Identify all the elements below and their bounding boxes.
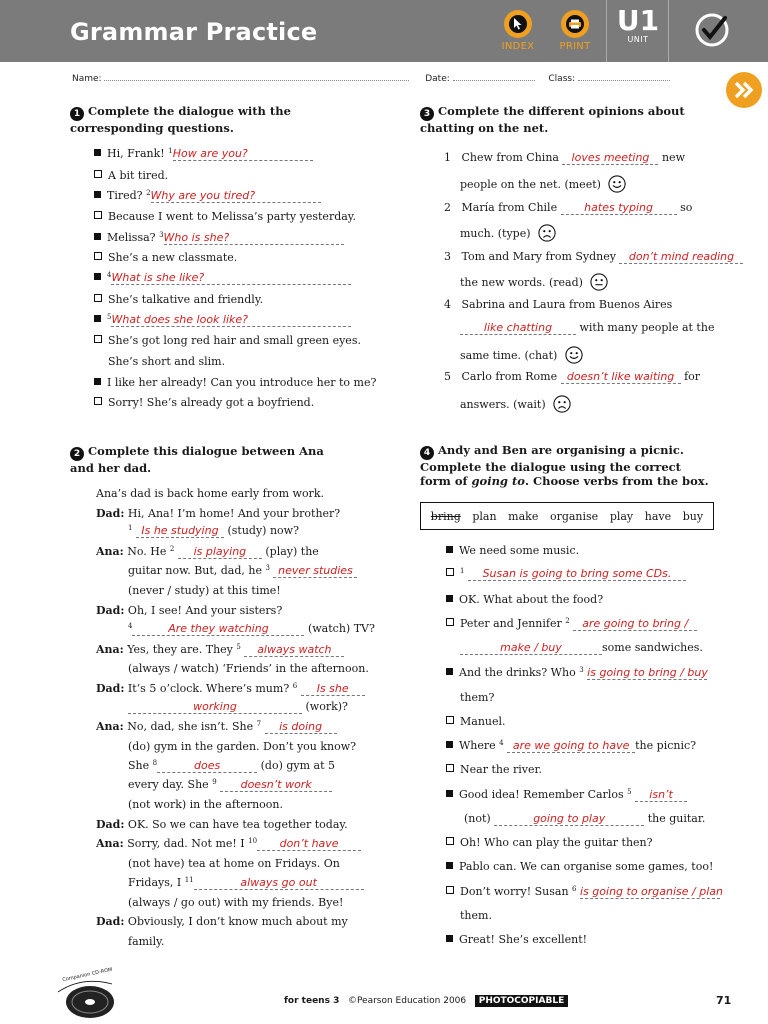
opinion-item: much. (type)	[460, 224, 556, 242]
dialogue-line	[94, 396, 314, 409]
question-number: 5	[107, 313, 112, 321]
bullet-marker	[94, 233, 101, 240]
answer-blank[interactable]: don’t mind reading	[619, 250, 743, 264]
verb-option: make	[508, 509, 539, 523]
dialogue-line: And the drinks? Who $^3$ is going to bring / buy	[446, 666, 707, 680]
question-number: 3	[159, 231, 164, 239]
exercise-number: 4	[420, 446, 434, 460]
answer-blank[interactable]: never studies	[273, 564, 357, 578]
answer-blank[interactable]	[164, 231, 344, 245]
answer-blank[interactable]: going to play	[494, 812, 644, 826]
header-divider	[668, 0, 669, 62]
student-info-form	[72, 72, 670, 84]
verb-option: organise	[549, 509, 599, 523]
opinion-item: 4 Sabrina and Laura from Buenos Aires	[444, 298, 673, 311]
happy-face-icon	[608, 175, 626, 193]
page-number: 71	[716, 994, 732, 1007]
verb-option: play	[609, 509, 634, 523]
unit-badge	[612, 6, 664, 44]
check-answers-button[interactable]	[694, 12, 730, 48]
verb-option: buy	[682, 509, 704, 523]
exercise-4	[420, 443, 750, 488]
bullet-marker	[94, 315, 101, 322]
dialogue-line: make / buy some sandwiches.	[460, 641, 703, 655]
dialogue-line: Dad: OK. So we can have tea together today.	[96, 818, 348, 831]
opinion-item: answers. (wait)	[460, 395, 571, 413]
answer-blank[interactable]: always watch	[244, 643, 344, 657]
bullet-marker	[94, 294, 102, 302]
bullet-marker	[94, 378, 101, 385]
happy-face-icon	[565, 346, 583, 364]
answer-blank[interactable]: Is he studying	[136, 524, 224, 538]
bullet-marker	[94, 273, 101, 280]
dialogue-line: (not) going to play the guitar.	[464, 812, 706, 825]
answer-blank[interactable]	[151, 189, 321, 203]
verb-option: plan	[472, 509, 497, 523]
dialogue-line: (never / study) at this time!	[128, 584, 281, 597]
checkmark-icon	[694, 12, 730, 48]
name-field[interactable]	[104, 72, 409, 81]
dialogue-line: Good idea! Remember Carlos $^5$ isn’t	[446, 788, 687, 802]
dialogue-text: Hi, Frank!	[107, 147, 169, 160]
sad-face-icon	[553, 395, 571, 413]
exercise-1	[70, 104, 400, 135]
answer-blank[interactable]: don’t have	[257, 837, 361, 851]
answer-text: What does she look like?	[111, 313, 249, 326]
index-label: INDEX	[501, 41, 535, 52]
bullet-marker	[94, 191, 101, 198]
bullet-marker	[94, 335, 102, 343]
dialogue-line	[94, 231, 344, 245]
header-bar	[0, 0, 768, 62]
footer-book: for teens 3 ©Pearson Education 2006 PHOTOCOPIABLE	[284, 996, 568, 1006]
answer-blank[interactable]: are going to bring /	[573, 617, 697, 631]
dialogue-line: Dad: Obviously, I don’t know much about my	[96, 915, 348, 928]
dialogue-text: Melissa?	[107, 231, 160, 244]
answer-blank[interactable]: is going to organise / plan	[580, 885, 724, 898]
unit-label: UNIT	[627, 35, 649, 44]
exercise-4-heading: 4 Andy and Ben are organising a picnic. Complete the dialogue using the correct form of going to. Choose verbs from the box.	[420, 443, 709, 488]
dialogue-line	[94, 293, 263, 306]
opinion-item: people on the net. (meet)	[460, 175, 626, 193]
dialogue-text: Because I went to Melissa’s party yesterday.	[108, 210, 357, 223]
dialogue-text: A bit tired.	[108, 169, 169, 182]
cd-rom-label: Companion CD-ROM	[61, 966, 113, 984]
bullet-marker	[94, 170, 102, 178]
opinion-item: like chatting with many people at the	[460, 321, 714, 335]
dialogue-line	[94, 376, 376, 389]
dialogue-line: Fridays, I $^{11}$ always go out	[128, 876, 364, 890]
exercise-2	[70, 444, 400, 475]
dialogue-line: $^1$ Susan is going to bring some CDs.	[446, 567, 686, 581]
bullet-marker	[94, 252, 102, 260]
double-chevron-right-icon	[733, 80, 755, 100]
name-label: Name:	[72, 74, 102, 84]
answer-blank[interactable]: is going to bring / buy	[587, 666, 708, 679]
dialogue-line: (always / watch) ‘Friends’ in the afternoon.	[128, 662, 369, 675]
date-field[interactable]	[453, 72, 535, 81]
verb-box	[420, 502, 714, 530]
printer-icon	[568, 19, 582, 29]
dialogue-line: guitar now. But, dad, he $^3$ never studies	[128, 564, 357, 578]
dialogue-line: Ana: No. He $^2$ is playing (play) the	[96, 545, 319, 558]
dialogue-line	[94, 210, 356, 223]
answer-blank[interactable]: always go out	[194, 876, 364, 890]
dialogue-line: Oh! Who can play the guitar then?	[446, 836, 653, 849]
answer-blank[interactable]: working	[128, 700, 302, 714]
opinion-item: same time. (chat)	[460, 346, 583, 364]
dialogue-line: We need some music.	[446, 544, 579, 557]
dialogue-line: them?	[460, 691, 495, 704]
bullet-marker	[94, 397, 102, 405]
dialogue-line: them.	[460, 909, 492, 922]
answer-text: How are you?	[172, 147, 248, 160]
bullet-marker	[94, 149, 101, 156]
page-title: Grammar Practice	[70, 18, 318, 46]
answer-blank[interactable]: hates typing	[561, 201, 677, 215]
exercise-2-intro: Ana’s dad is back home early from work.	[96, 487, 324, 500]
dialogue-line	[94, 169, 168, 182]
dialogue-line: (not work) in the afternoon.	[128, 798, 284, 811]
answer-blank[interactable]	[111, 271, 351, 285]
dialogue-line: OK. What about the food?	[446, 593, 603, 606]
cd-rom-logo	[52, 966, 118, 1020]
verb-option: have	[644, 509, 672, 523]
answer-blank[interactable]: does	[157, 759, 257, 773]
dialogue-line: family.	[128, 935, 165, 948]
answer-text: Why are you tired?	[150, 189, 256, 202]
dialogue-line: (always / go out) with my friends. Bye!	[128, 896, 344, 909]
sad-face-icon	[538, 224, 556, 242]
dialogue-text: She’s a new classmate.	[108, 251, 238, 264]
class-label: Class:	[548, 74, 576, 84]
dialogue-line: Dad: Hi, Ana! I’m home! And your brother?	[96, 507, 341, 520]
dialogue-line	[94, 251, 237, 264]
dialogue-line	[94, 271, 351, 285]
dialogue-line: $^1$ Is he studying (study) now?	[128, 524, 299, 537]
class-field[interactable]	[578, 72, 670, 81]
exercise-number: 2	[70, 447, 84, 461]
question-number: 1	[168, 147, 173, 155]
dialogue-text: Sorry! She’s already got a boyfriend.	[108, 396, 315, 409]
dialogue-line: (not have) tea at home on Fridays. On	[128, 857, 340, 870]
dialogue-line	[94, 147, 313, 161]
date-label: Date:	[425, 74, 450, 84]
answer-blank[interactable]: loves meeting	[562, 151, 658, 165]
answer-blank[interactable]: doesn’t work	[220, 778, 332, 792]
dialogue-line	[108, 355, 225, 368]
answer-blank[interactable]	[173, 147, 313, 161]
dialogue-line: every day. She $^9$ doesn’t work	[128, 778, 332, 792]
answer-blank[interactable]: is playing	[178, 545, 262, 559]
dialogue-line: Ana: Sorry, dad. Not me! I $^{10}$ don’t have	[96, 837, 361, 851]
dialogue-line: Peter and Jennifer $^2$ are going to bring /	[446, 617, 697, 631]
opinion-item: the new words. (read)	[460, 273, 608, 291]
opinion-item: 2 María from Chile hates typing so	[444, 201, 693, 214]
verb-option: bring	[430, 509, 461, 523]
answer-blank[interactable]: Is she	[301, 682, 365, 696]
exercise-number: 3	[420, 107, 434, 121]
answer-text: Who is she?	[163, 231, 230, 244]
print-label: PRINT	[559, 41, 591, 52]
answer-blank[interactable]: make / buy	[460, 641, 602, 655]
dialogue-line: Dad: Oh, I see! And your sisters?	[96, 604, 283, 617]
exercise-2-heading: 2 Complete this dialogue between Ana and her dad.	[70, 444, 324, 475]
dialogue-line: Near the river.	[446, 763, 542, 776]
opinion-item: 5 Carlo from Rome doesn’t like waiting for	[444, 370, 701, 383]
question-number: 4	[107, 271, 112, 279]
dialogue-line: Manuel.	[446, 715, 506, 728]
unit-number: U1	[616, 4, 660, 37]
answer-blank[interactable]: doesn’t like waiting	[561, 370, 681, 384]
dialogue-line: Ana: Yes, they are. They $^5$ always watch	[96, 643, 344, 657]
dialogue-line: She $^8$ does (do) gym at 5	[128, 759, 336, 772]
dialogue-line	[94, 189, 321, 203]
neutral-face-icon	[590, 273, 608, 291]
dialogue-line	[94, 334, 361, 347]
dialogue-text: She’s talkative and friendly.	[108, 293, 264, 306]
dialogue-text: She’s got long red hair and small green eyes.	[108, 334, 361, 347]
dialogue-line: Pablo can. We can organise some games, too!	[446, 860, 713, 873]
dialogue-line: Great! She’s excellent!	[446, 933, 587, 946]
answer-blank[interactable]: is doing	[265, 720, 337, 734]
answer-blank[interactable]: Susan is going to bring some CDs.	[468, 567, 686, 581]
exercise-3-heading: 3 Complete the different opinions about chatting on the net.	[420, 104, 685, 135]
exercise-1-heading: 1 Complete the dialogue with the corresponding questions.	[70, 104, 291, 135]
answer-blank[interactable]: Are they watching	[132, 622, 304, 636]
photocopiable-badge: PHOTOCOPIABLE	[475, 995, 568, 1007]
exercise-3	[420, 104, 740, 135]
answer-blank[interactable]: are we going to have	[507, 739, 635, 753]
dialogue-text: Tired?	[107, 189, 147, 202]
dialogue-line	[94, 313, 351, 327]
print-button[interactable]	[551, 10, 599, 52]
answer-text: What is she like?	[111, 271, 205, 284]
answer-blank[interactable]: like chatting	[460, 321, 576, 335]
bullet-marker	[94, 211, 102, 219]
dialogue-line: Dad: It’s 5 o’clock. Where’s mum? $^6$ Is she	[96, 682, 365, 696]
dialogue-line: Don’t worry! Susan $^6$ is going to organise / plan	[446, 885, 720, 899]
dialogue-line: (do) gym in the garden. Don’t you know?	[128, 740, 357, 753]
answer-blank[interactable]: isn’t	[635, 788, 687, 802]
dialogue-line: working (work)?	[128, 700, 348, 714]
dialogue-text: She’s short and slim.	[108, 355, 226, 368]
index-button[interactable]	[494, 10, 542, 52]
header-divider	[606, 0, 607, 62]
exercise-number: 1	[70, 107, 84, 121]
next-page-button[interactable]	[726, 72, 762, 108]
opinion-item: 3 Tom and Mary from Sydney don’t mind reading	[444, 250, 743, 264]
answer-blank[interactable]	[111, 313, 351, 327]
question-number: 2	[146, 189, 151, 197]
dialogue-line: $^4$ Are they watching (watch) TV?	[128, 622, 375, 635]
dialogue-line: Ana: No, dad, she isn’t. She $^7$ is doing	[96, 720, 337, 734]
cursor-icon	[513, 18, 523, 30]
opinion-item: 1 Chew from China loves meeting new	[444, 151, 685, 164]
dialogue-line: Where $^4$ are we going to have the picnic?	[446, 739, 696, 753]
dialogue-text: I like her already! Can you introduce her to me?	[107, 376, 377, 389]
